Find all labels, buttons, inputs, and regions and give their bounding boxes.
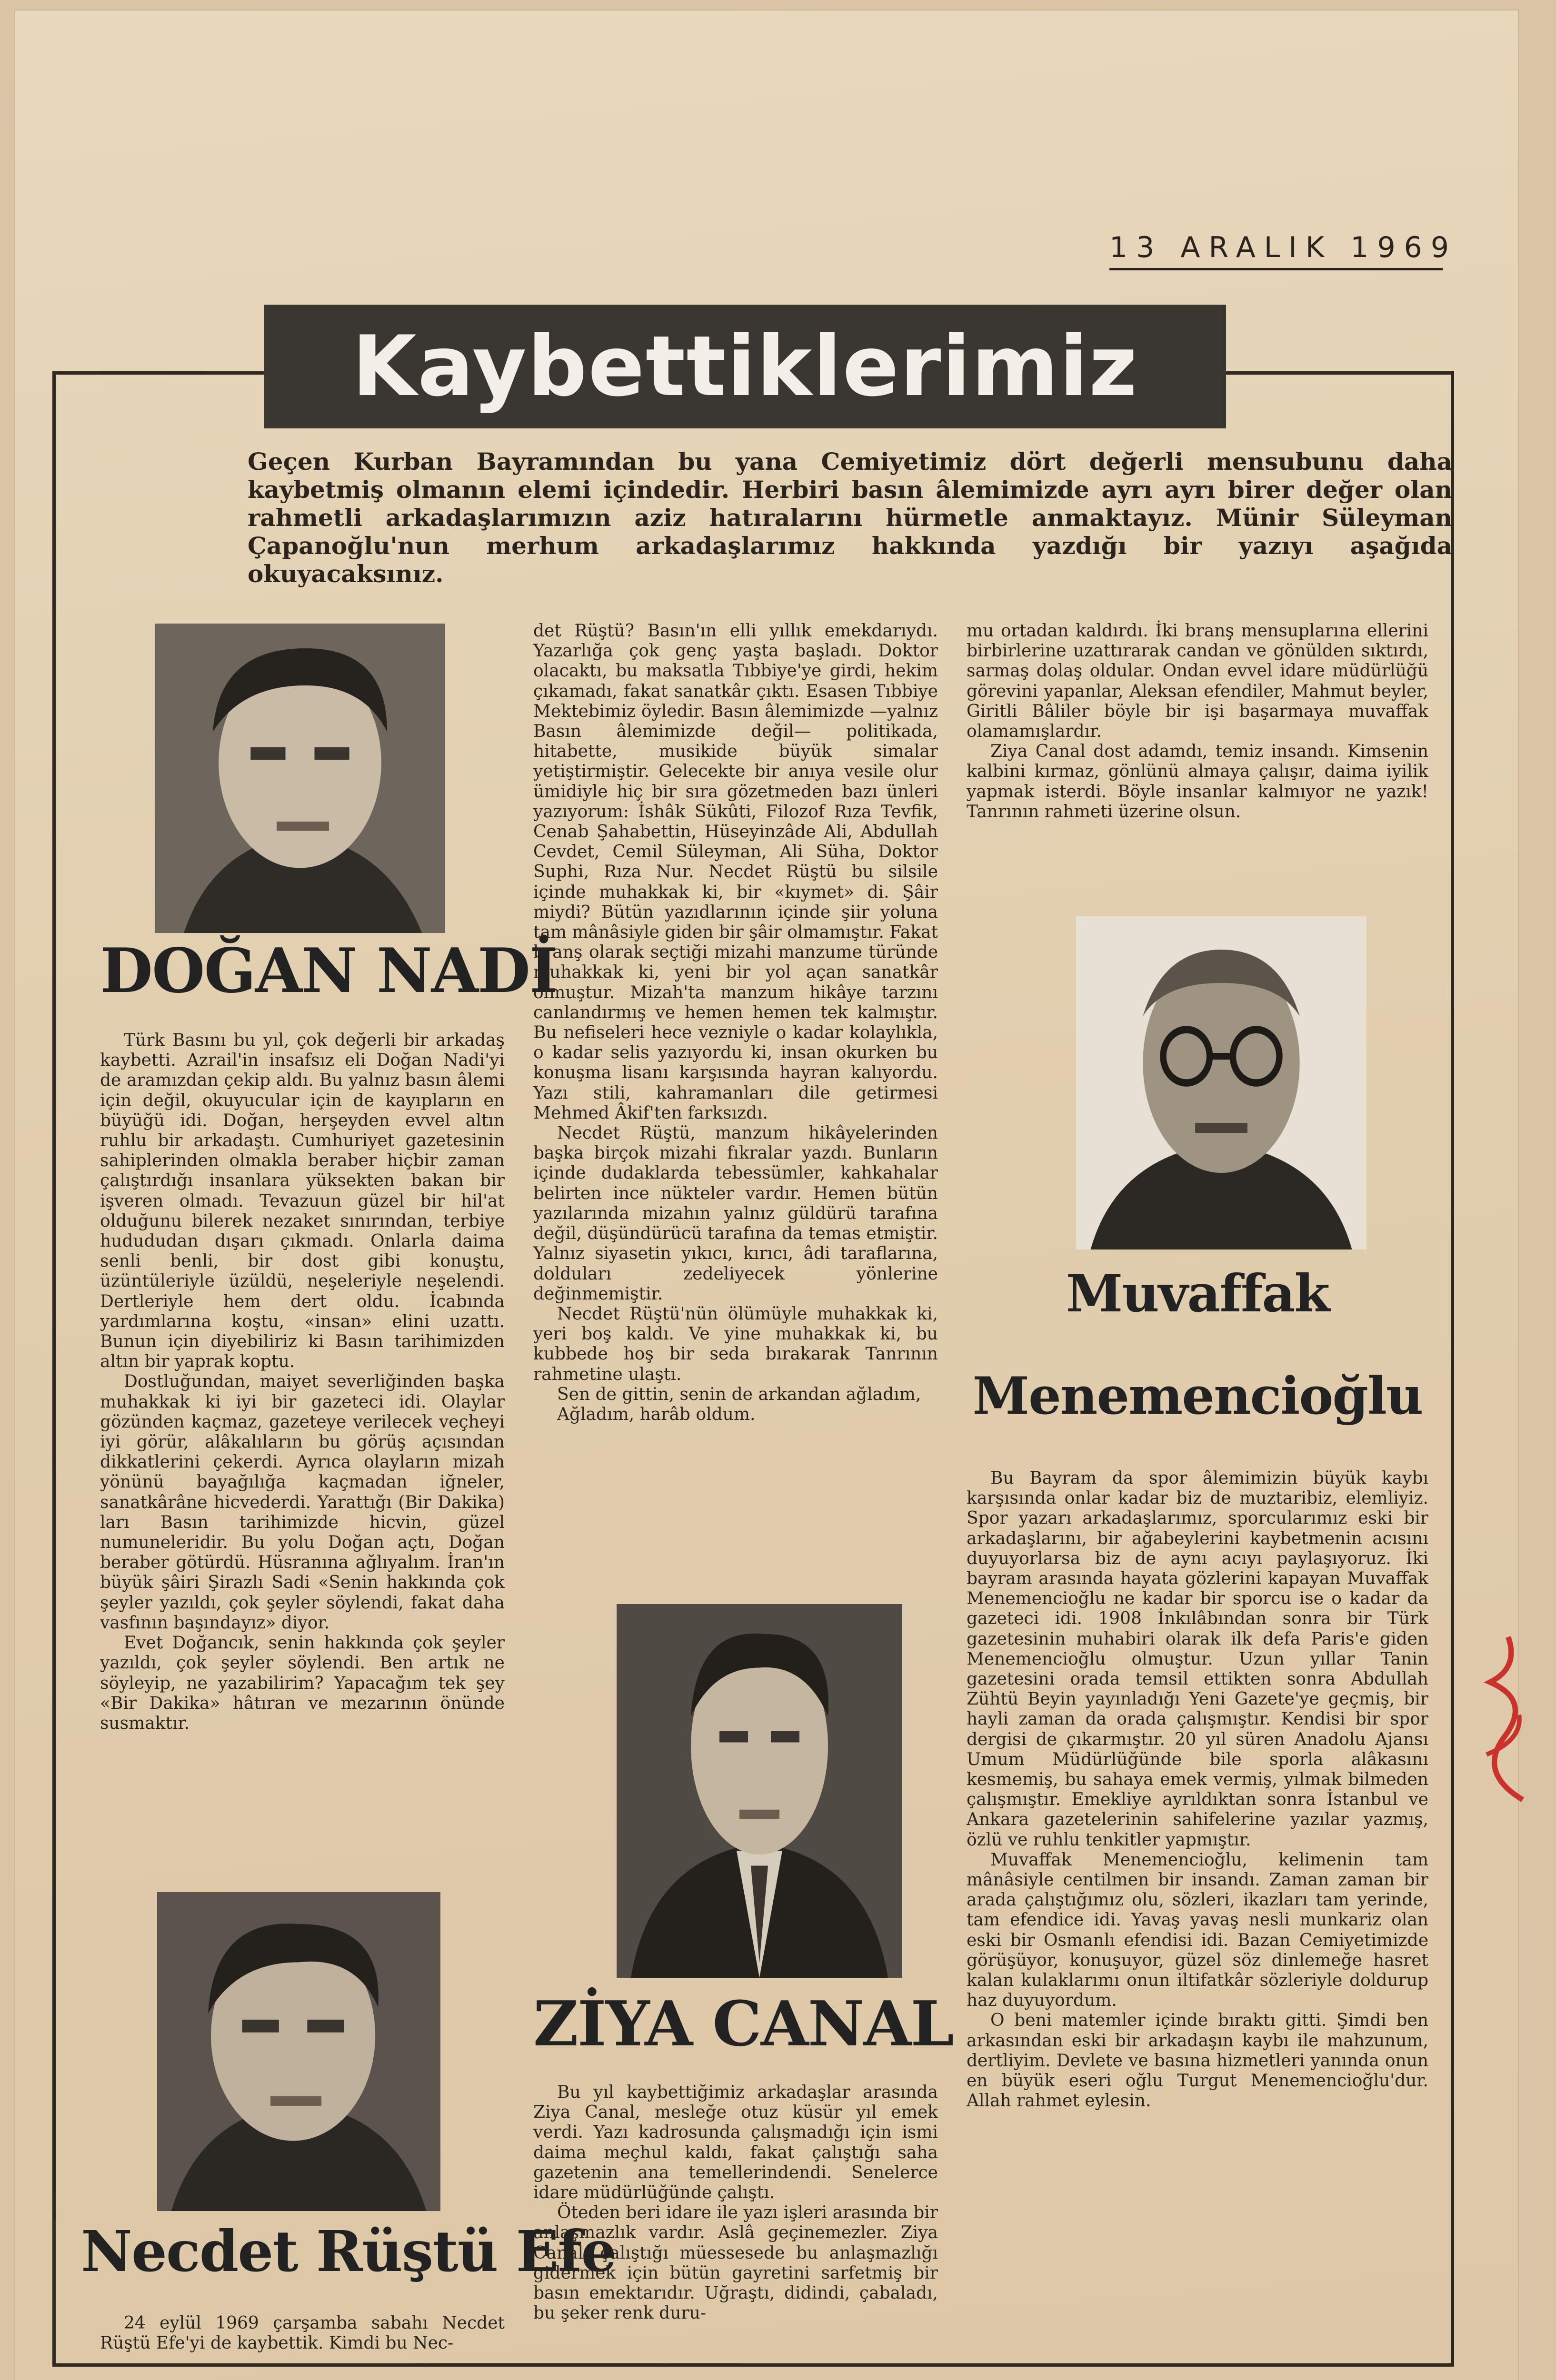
name-muvaffak: Muvaffak: [1066, 1264, 1329, 1324]
poem-line: Sen de gittin, senin de arkandan ağladım,: [557, 1384, 921, 1404]
column-2-top: [533, 621, 938, 1425]
paragraph: Bu yıl kaybettiğimiz arkadaşlar arasında Ziya Canal, mesleğe otuz küsür yıl emek verdi. Yazı kadrosunda çalışmadığı için ismi daima meçhul kaldı, fakat çalıştığı saha gazetenin ana temellerindendi. Senelerce idare müdürlüğünde çalıştı.: [533, 2082, 938, 2203]
photo-necdet-rustu-efe: [157, 1892, 440, 2211]
handwritten-mark-icon: [1466, 1628, 1543, 1809]
paragraph: det Rüştü? Basın'ın elli yıllık emekdarıydı. Yazarlığa çok genç yaşta başladı. Doktor olacaktı, bu maksatla Tıbbiye'ye girdi, hekim çıkamadı, fakat sanatkâr çıktı. Esasen Tıbbiye Mektebimiz öyledir. Basın âlemimizde —yalnız Basın âlemimizde değil— politikada, hitabette, musikide büyük simalar yetiştirmiştir. Gelecekte bir anıya vesile olur ümidiyle hiç bir sıra gözetmeden bazı ünleri yazıyorum: İshâk Sükûti, Filozof Rıza Tevfik, Cenab Şahabettin, Hüseyinzâde Ali, Abdullah Cevdet, Cemil Süleyman, Ali Süha, Doktor Suphi, Rıza Nur. Necdet Rüştü bu silsile içinde muhakkak ki, bir «kıymet» di. Şâir miydi? Bütün yazıdlarının içinde şiir yoluna tam mânâsiyle giden bir şâir olmamıştır. Fakat branş olarak seçtiği mizahi manzume türünde muhakkak ki, yeni bir yol açan sanatkâr olmuştur. Mizah'ta manzum hikâye tarzını canlandırmış ve hemen hemen tek kalmıştır. Bu nefiseleri hece vezniyle o kadar kolaylıkla, o kadar selis yazıyordu ki, insan okurken bu konuşma lisanı karşısında hayran kalıyordu. Yazı stili, kahramanları dile getirmesi Mehmed Âkif'ten farksızdı.: [533, 621, 938, 1123]
name-menemencioglu: Menemencioğlu: [972, 1366, 1423, 1426]
photo-ziya-canal: [617, 1604, 902, 1978]
intro-paragraph: Geçen Kurban Bayramından bu yana Cemiyetimiz dört değerli mensubunu daha kaybetmiş olmanın elemi içindedir. Herbiri basın âlemimizde ayrı ayrı birer değer olan rahmetli arkadaşlarımızın aziz hatıralarını hürmetle anmaktayız. Münir Süleyman Çapanoğlu'nun merhum arkadaşlarımız hakkında yazdığı bir yazıyı aşağıda okuyacaksınız.: [248, 447, 1452, 588]
paragraph: Evet Doğancık, senin hakkında çok şeyler yazıldı, çok şeyler söylendi. Ben artık ne söyleyip, ne yazabilirim? Yapacağım tek şey «Bir Dakika» hâtıran ve mezarının önünde susmaktır.: [100, 1633, 505, 1733]
paragraph: 24 eylül 1969 çarşamba sabahı Necdet Rüştü Efe'yi de kaybettik. Kimdi bu Nec-: [100, 2313, 505, 2353]
name-dogan-nadi: DOĞAN NADİ: [100, 935, 557, 1007]
paragraph: mu ortadan kaldırdı. İki branş mensuplarına ellerini birbirlerine uzattırarak candan ve gönülden sıktırdı, sarmaş dolaş oldular. Ondan evvel idare müdürlüğü görevini yapanlar, Aleksan efendiler, Mahmut beyler, Giritli Bâliler böyle bir işi başarmaya muvaffak olamamışlardır.: [967, 621, 1428, 742]
headline-banner: [264, 305, 1226, 428]
column-3-bottom: [967, 1468, 1428, 2112]
column-3-top: [967, 621, 1428, 822]
paragraph: Necdet Rüştü, manzum hikâyelerinden başka birçok mizahi fıkralar yazdı. Bunların içinde dudaklarda tebessümler, kahkahalar belirten ince nükteler vardır. Hemen bütün yazılarında mizahın yalnız güldürü tarafına değil, düşündürücü tarafına da temas etmiştir. Yalnız siyasetin yıkıcı, kırıcı, âdi taraflarına, dolduları zedeliyecek yönlerine değinmemiştir.: [533, 1123, 938, 1304]
paragraph: O beni matemler içinde bıraktı gitti. Şimdi ben arkasından eski bir arkadaşın kaybı ile mahzunum, dertliyim. Devlete ve basına hizmetleri yanında onun en büyük eseri oğlu Turgut Menemencioğlu'dur. Allah rahmet eylesin.: [967, 2011, 1428, 2111]
paragraph: Ziya Canal dost adamdı, temiz insandı. Kimsenin kalbini kırmaz, gönlünü almaya çalışır, daima iyilik yapmak isterdi. Böyle insanlar kalmıyor ne yazık! Tanrının rahmeti üzerine olsun.: [967, 742, 1428, 822]
name-necdet-rustu-efe: Necdet Rüştü Efe: [81, 2218, 616, 2284]
photo-dogan-nadi: [155, 624, 445, 933]
name-ziya-canal: ZİYA CANAL: [533, 1987, 953, 2060]
paragraph: Bu Bayram da spor âlemimizin büyük kaybı karşısında onlar kadar biz de muztaribiz, elemliyiz. Spor yazarı arkadaşlarımız, sporcularımız eski bir arkadaşlarını, bir ağabeylerini kaybetmenin acısını duyuyorlarsa biz de aynı acıyı paylaşıyoruz. İki bayram arasında hayata gözlerini kapayan Muvaffak Menemencioğlu ne kadar bir sporcu ise o kadar da gazeteci idi. 1908 İnkılâbından sonra bir Türk gazetesinin muhabiri olarak ilk defa Paris'e giden Menemencioğlu olmuştur. Uzun yıllar Tanin gazetesini orada temsil ettikten sonra Abdullah Zühtü Beyin yayınladığı Yeni Gazete'ye geçmiş, bir hayli zaman da orada çalışmıştır. Kendisi bir spor dergisi de çıkarmıştır. 20 yıl süren Anadolu Ajansı Umum Müdürlüğünde bile sporla alâkasını kesmemiş, bu sahaya emek vermiş, yılmak bilmeden çalışmıştır. Emekliye ayrıldıktan sonra İstanbul ve Ankara gazetelerinin sahifelerine yazılar yazmış, özlü ve ruhlu tenkitler yapmıştır.: [967, 1468, 1428, 1850]
column-2-bottom: [533, 2082, 938, 2323]
paragraph: Öteden beri idare ile yazı işleri arasında bir anlaşmazlık vardır. Aslâ geçinemezler. Ziya Canal, çalıştığı müessesede bu anlaşmazlığı gidermek için bütün gayretini sarfetmiş bir basın emektarıdır. Uğraştı, didindi, çabaladı, bu şeker renk duru-: [533, 2203, 938, 2323]
poem-line: Ağladım, harâb oldum.: [557, 1404, 756, 1424]
issue-date: 13 ARALIK 1969: [1109, 231, 1443, 270]
photo-muvaffak-menemencioglu: [1076, 916, 1366, 1250]
paragraph: Türk Basını bu yıl, çok değerli bir arkadaş kaybetti. Azrail'in insafsız eli Doğan Nadi'yi de aramızdan çekip aldı. Bu yalnız basın âlemi için değil, okuyucular için de kayıpların en büyüğü idi. Doğan, herşeyden evvel altın ruhlu bir arkadaştı. Cumhuriyet gazetesinin sahiplerinden olmakla beraber hiçbir zaman çalıştırdığı insanlara yüksekten bakan bir işveren olmadı. Tevazuun güzel bir hil'at olduğunu bilerek nezaket sınırından, terbiye hudududan dışarı çıkmadı. Onlarla daima senli benli, bir dost gibi konuştu, üzüntüleriyle üzüldü, neşeleriyle neşelendi. Dertleriyle hem dert oldu. İcabında yardımlarına koştu, «insan» elini uzattı. Bunun için diyebiliriz ki Basın tarihimizden altın bir yaprak koptu.: [100, 1031, 505, 1372]
headline: Kaybettiklerimiz: [352, 318, 1138, 415]
paragraph: Necdet Rüştü'nün ölümüyle muhakkak ki, yeri boş kaldı. Ve yine muhakkak ki, bu kubbede hoş bir seda bırakarak Tanrının rahmetine ulaştı.: [533, 1304, 938, 1384]
column-1-top: [100, 1031, 505, 1734]
column-1-bottom: [100, 2313, 505, 2353]
paragraph: Muvaffak Menemencioğlu, kelimenin tam mânâsiyle centilmen bir insandı. Zaman zaman bir arada çalıştığımız olu, sözleri, ikazları tam yerinde, tam efendice idi. Yavaş yavaş nesli munkariz olan eski bir Osmanlı efendisi idi. Bazan Cemiyetimizde görüşüyor, konuşuyor, güzel söz dinlemeğe hasret kalan kulaklarımı onun iltifatkâr sözleriyle doldurup haz duyuyordum.: [967, 1850, 1428, 2011]
paragraph: Dostluğundan, maiyet severliğinden başka muhakkak ki iyi bir gazeteci idi. Olaylar gözünden kaçmaz, gazeteye verilecek veçheyi iyi görür, alâkalıların bu görüş açısından dikkatlerini çekerdi. Ayrıca olayların mizah yönünü bayağılığa kaçmadan iğneler, sanatkârâne hicvederdi. Yarattığı (Bir Dakika) ları Basın tarihimizde hicvin, güzel numuneleridir. Bu yolu Doğan açtı, Doğan beraber götürdü. Hüsranına ağlıyalım. İran'ın büyük şâiri Şirazlı Sadi «Senin hakkında çok şeyler yazıldı, çok şeyler söylendi, fakat daha vasfının başındayız» diyor.: [100, 1372, 505, 1633]
